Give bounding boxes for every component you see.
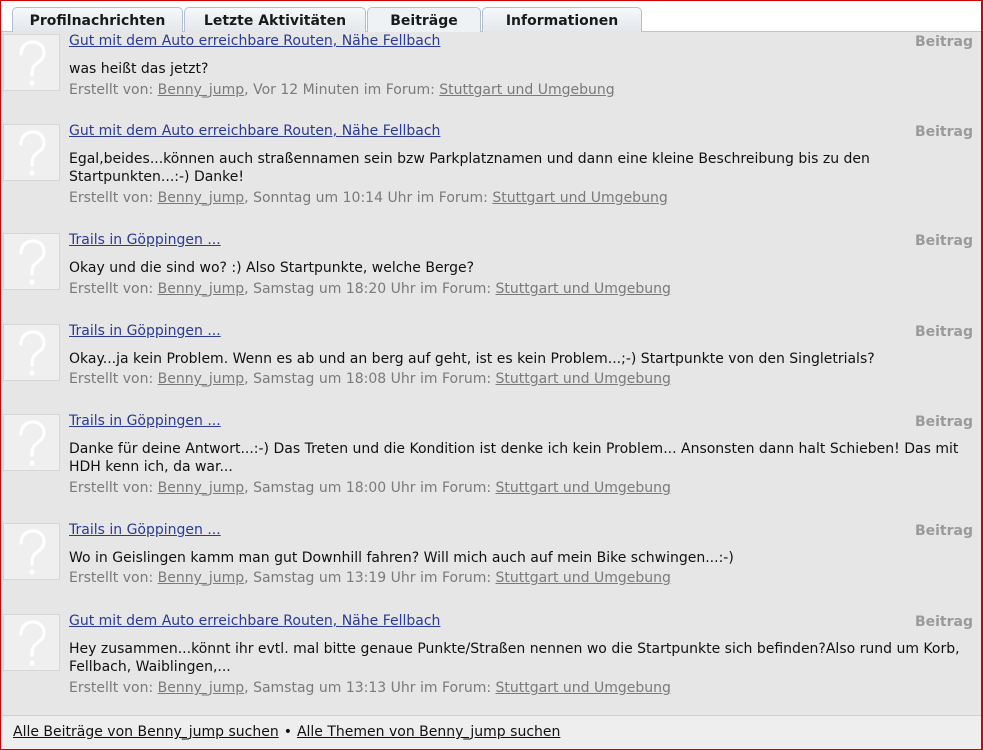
meta-comma: , [244,190,254,206]
in-forum-label: im Forum: [419,680,492,696]
author-link[interactable]: Benny_jump [157,480,245,496]
post-time: Samstag um 13:19 Uhr [253,570,416,586]
forum-link[interactable]: Stuttgart und Umgebung [439,82,615,98]
post-excerpt: Egal,beides...können auch straßennamen sein bzw Parkplatznamen und dann eine kleine Beschreibung bis zu den Startpunkten...:-) Danke! [69,151,870,185]
post-title-link[interactable]: Gut mit dem Auto erreichbare Routen, Nähe Fellbach [69,613,441,629]
post-type-label: Beitrag [914,124,973,140]
meta-comma: , [244,480,254,496]
avatar [3,614,60,671]
post-type-label: Beitrag [914,523,973,539]
in-forum-label: im Forum: [363,82,435,98]
created-by-label: Erstellt von: [69,680,154,696]
post-list [2,32,981,714]
question-mark-icon [4,234,59,289]
avatar [3,124,60,181]
author-link[interactable]: Benny_jump [157,570,245,586]
in-forum-label: im Forum: [419,480,492,496]
post-title-link[interactable]: Trails in Göppingen ... [69,232,221,248]
post-type-label: Beitrag [914,414,973,430]
post-meta [69,480,671,496]
question-mark-icon [4,615,59,670]
post-meta [69,680,671,696]
meta-comma: , [244,82,254,98]
search-links-bar [2,715,981,749]
forum-link[interactable]: Stuttgart und Umgebung [495,281,671,297]
meta-comma: , [244,680,254,696]
post-meta [69,281,671,297]
tab-informationen[interactable]: Informationen [482,7,642,32]
post-time: Vor 12 Minuten [253,82,360,98]
avatar [3,324,60,381]
in-forum-label: im Forum: [419,281,492,297]
avatar [3,34,60,91]
link-separator: • [283,724,292,740]
post-meta [69,190,668,206]
post-time: Samstag um 18:00 Uhr [253,480,416,496]
post-time: Samstag um 18:20 Uhr [253,281,416,297]
tab-letzte-aktivitaeten[interactable]: Letzte Aktivitäten [184,7,366,32]
search-all-posts-link[interactable]: Alle Beiträge von Benny_jump suchen [13,724,279,740]
post-title-link[interactable]: Trails in Göppingen ... [69,522,221,538]
in-forum-label: im Forum: [416,190,488,206]
forum-link[interactable]: Stuttgart und Umgebung [495,680,671,696]
in-forum-label: im Forum: [419,570,492,586]
avatar [3,414,60,471]
post-title-link[interactable]: Gut mit dem Auto erreichbare Routen, Nähe Fellbach [69,33,441,49]
in-forum-label: im Forum: [419,371,492,387]
post-meta [69,570,671,586]
post-excerpt: Okay...ja kein Problem. Wenn es ab und an berg auf geht, ist es kein Problem...;-) Startpunkte von den Singletrials? [69,351,875,367]
created-by-label: Erstellt von: [69,371,154,387]
avatar [3,523,60,580]
author-link[interactable]: Benny_jump [157,190,245,206]
post-title-link[interactable]: Trails in Göppingen ... [69,323,221,339]
profile-tabs [0,0,983,32]
forum-link[interactable]: Stuttgart und Umgebung [495,480,671,496]
created-by-label: Erstellt von: [69,570,154,586]
created-by-label: Erstellt von: [69,190,154,206]
author-link[interactable]: Benny_jump [157,680,245,696]
forum-link[interactable]: Stuttgart und Umgebung [492,190,668,206]
meta-comma: , [244,371,254,387]
post-excerpt: Hey zusammen...könnt ihr evtl. mal bitte genaue Punkte/Straßen nennen wo die Startpunkte sich befinden?Also rund um Korb, Fellbach, Waiblingen,... [69,641,960,675]
avatar [3,233,60,290]
post-time: Samstag um 18:08 Uhr [253,371,416,387]
post-type-label: Beitrag [914,614,973,630]
post-title-link[interactable]: Trails in Göppingen ... [69,413,221,429]
question-mark-icon [4,325,59,380]
search-all-topics-link[interactable]: Alle Themen von Benny_jump suchen [296,724,561,740]
author-link[interactable]: Benny_jump [157,82,245,98]
post-time: Samstag um 13:13 Uhr [253,680,416,696]
meta-comma: , [244,281,254,297]
post-excerpt: Wo in Geislingen kamm man gut Downhill fahren? Will mich auch auf mein Bike schwingen...:-) [69,550,734,566]
post-type-label: Beitrag [914,233,973,249]
forum-link[interactable]: Stuttgart und Umgebung [495,570,671,586]
created-by-label: Erstellt von: [69,82,154,98]
author-link[interactable]: Benny_jump [157,281,245,297]
post-title-link[interactable]: Gut mit dem Auto erreichbare Routen, Nähe Fellbach [69,123,441,139]
question-mark-icon [4,524,59,579]
post-time: Sonntag um 10:14 Uhr [253,190,413,206]
question-mark-icon [4,125,59,180]
post-meta [69,82,615,98]
post-type-label: Beitrag [914,324,973,340]
post-excerpt: Okay und die sind wo? :) Also Startpunkte, welche Berge? [69,260,475,276]
forum-link[interactable]: Stuttgart und Umgebung [495,371,671,387]
post-excerpt: Danke für deine Antwort...:-) Das Treten und die Kondition ist denke ich kein Problem... Ansonsten dann halt Schieben! Das mit HDH kenn ich, da war... [69,441,959,475]
post-excerpt: was heißt das jetzt? [69,61,209,77]
created-by-label: Erstellt von: [69,281,154,297]
created-by-label: Erstellt von: [69,480,154,496]
post-meta [69,371,671,387]
question-mark-icon [4,415,59,470]
meta-comma: , [244,570,254,586]
tab-beitraege[interactable]: Beiträge [367,7,481,33]
author-link[interactable]: Benny_jump [157,371,245,387]
question-mark-icon [4,35,59,90]
post-type-label: Beitrag [914,34,973,50]
tab-profilnachrichten[interactable]: Profilnachrichten [12,7,183,32]
